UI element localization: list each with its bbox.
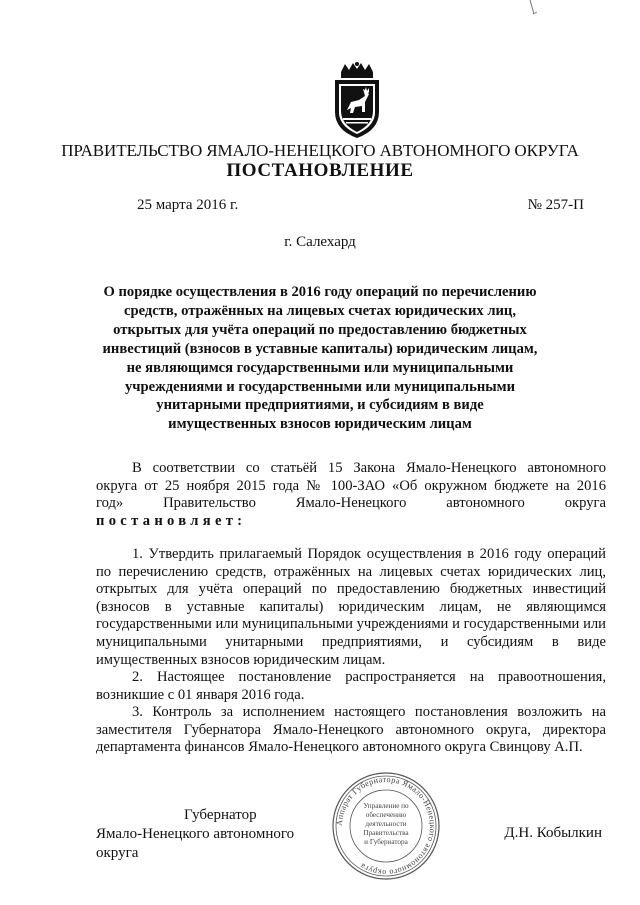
stamp-inner-line: Правительства (363, 829, 409, 837)
stamp-inner-line: и Губернатора (364, 838, 408, 846)
government-title: ПРАВИТЕЛЬСТВО ЯМАЛО-НЕНЕЦКОГО АВТОНОМНОГО ОКРУГА (61, 141, 579, 160)
clause-3 (96, 704, 606, 757)
resolves-word: постановляет: (96, 513, 247, 529)
stamp-inner-line: деятельности (365, 820, 407, 828)
stamp-ring-text: Аппарат Губернатора Ямало-Ненецкого автономного округа (334, 774, 438, 878)
signer-title (96, 806, 336, 863)
preamble-line: год» Правительство Ямало-Ненецкого автономного округа (96, 495, 606, 511)
subject-line: инвестиций (взносов в уставные капиталы) юридическим лицам, (102, 340, 538, 357)
signer-name: Д.Н. Кобылкин (504, 825, 602, 841)
subject-line: унитарными предприятиями, и субсидиям в виде (156, 397, 484, 414)
clause-number: 1. (132, 546, 143, 562)
stamp-inner-line: обеспечению (365, 811, 407, 819)
subject-line: открытых для учёта операций по предоставлению бюджетных (113, 321, 527, 338)
scan-artifact-mark (520, 0, 540, 20)
clause-text: Настоящее постановление распространяется на правоотношения, возникшие с 01 января 2016 года. (96, 669, 606, 703)
document-type-title: ПОСТАНОВЛЕНИЕ (226, 160, 414, 181)
document-subject (96, 283, 544, 434)
clause-text: Контроль за исполнением настоящего постановления возложить на заместителя Губернатора Ямало-Ненецкого автономного округа, директора департамента финансов Ямало-Ненецкого автономного округа Свинцову А.П. (96, 704, 606, 756)
signer-title-line: Губернатор (184, 807, 257, 823)
preamble-paragraph (96, 460, 606, 513)
subject-line: О порядке осуществления в 2016 году операций по перечислению (103, 284, 537, 300)
clause-text: Утвердить прилагаемый Порядок осуществления в 2016 году операций по перечислению средств, отражённых на лицевых счетах юридических лиц, открытых для учёта операций по предоставлению бюджетных инвестиций (взносов в уставные капиталы) юридическим лицам, не являющимся государственными или муниципальными учреждениями и государственными или муниципальными унитарными предприятиями, и субсидиям в виде имущественных взносов юридическим лицам. (96, 546, 606, 668)
official-stamp-icon (330, 770, 442, 882)
coat-of-arms-emblem-icon (329, 62, 385, 140)
subject-line: не являющимся государственными или муниципальными (126, 359, 514, 376)
clause-number: 2. (132, 669, 143, 685)
clause-2 (96, 669, 606, 704)
preamble-line: округа от 25 ноября 2015 года № 100-ЗАО «Об окружном бюджете на 2016 (96, 477, 606, 494)
clause-number: 3. (132, 704, 143, 720)
document-date: 25 марта 2016 г. (137, 197, 239, 213)
document-number: № 257-П (527, 197, 584, 213)
subject-line: средств, отражённых на лицевых счетах юридических лиц, (124, 302, 516, 319)
subject-line: имущественных взносов юридическим лицам (168, 416, 472, 433)
signer-title-line: Ямало-Ненецкого автономного округа (96, 826, 295, 861)
subject-line: учреждениями и государственными или муниципальными (125, 378, 515, 395)
stamp-inner-line: Управление по (363, 802, 409, 810)
clause-1 (96, 546, 606, 669)
document-city: г. Салехард (284, 234, 356, 250)
preamble-line: В соответствии со статьёй 15 Закона Ямало-Ненецкого автономного (132, 460, 606, 476)
